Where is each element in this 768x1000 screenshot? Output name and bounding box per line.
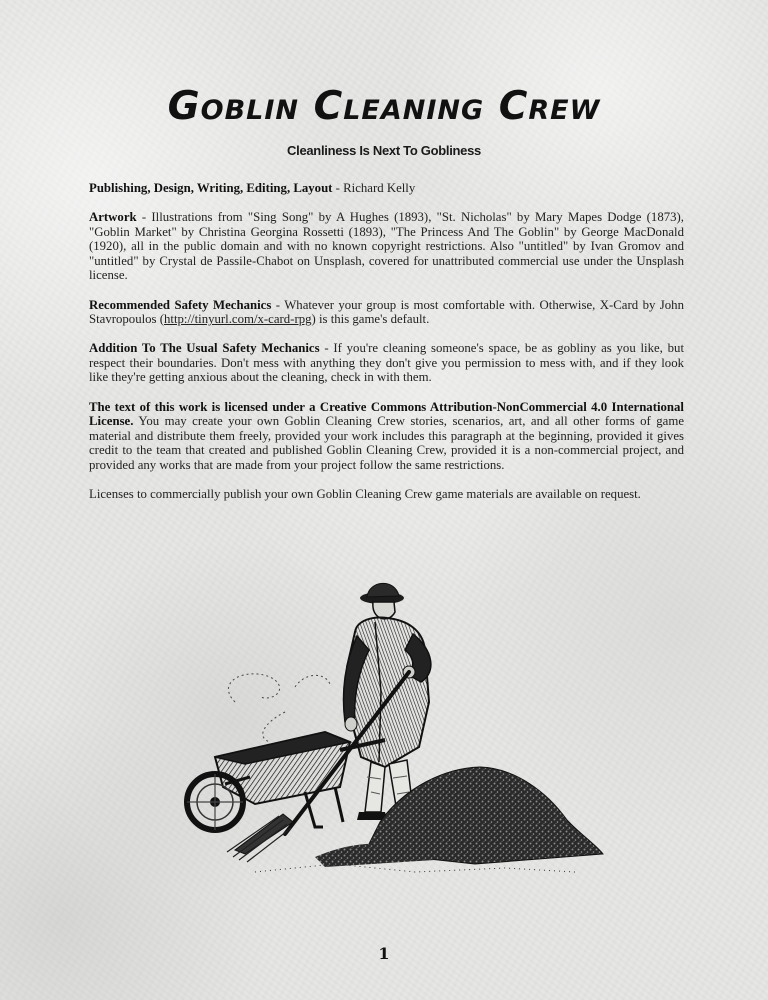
publishing-credit [89, 181, 684, 196]
page-number: 1 [378, 944, 390, 963]
publishing-credit-label: Publishing, Design, Writing, Editing, Layout [89, 181, 333, 195]
license-paragraph [89, 400, 684, 473]
x-card-link[interactable]: http://tinyurl.com/x-card-rpg [164, 312, 312, 327]
license-label: The text of this work is licensed under a Creative Commons Attribution-NonCommercial 4.0 International License. [89, 399, 684, 429]
dust-swirl [228, 674, 330, 742]
additional-safety-label: Addition To The Usual Safety Mechanics [89, 341, 320, 356]
additional-safety-text: - If you're cleaning someone's space, be as gobliny as you like, but respect their boundaries. Don't mess with anything they don't give you permission to mess with, and if they look like they're getting anxious about the cleaning, check in with them. [89, 341, 685, 385]
artwork-credit-text: - Illustrations from "Sing Song" by A Hughes (1893), "St. Nicholas" by Mary Mapes Dodge (1873), "Goblin Market" by Christina Georgina Rossetti (1893), "The Princess And The Goblin" by George MacDonald (1920), all in the public domain and with no known copyright restrictions. Also "untitled" by Ivan Gromov and "untitled" by Crystal de Passile-Chabot on Unsplash, covered for unattributed commercial use under the Unsplash license. [89, 210, 684, 283]
safety-mechanics [89, 298, 684, 327]
page-subtitle: Cleanliness Is Next To Gobliness [287, 143, 481, 158]
page-title: Goblin Cleaning Crew [167, 84, 601, 129]
commercial-license: Licenses to commercially publish your own Goblin Cleaning Crew game materials are available on request. [89, 487, 641, 501]
safety-mechanics-text-end: ) is this game's default. [311, 312, 430, 327]
license-text: You may create your own Goblin Cleaning Crew stories, scenarios, art, and all other forms of game material and distribute them freely, provided your work includes this paragraph at the beginning, provided it gives credit to the team that created and published Goblin Cleaning Crew, provided it is a non-commercial project, and provided any works that are made from your project follow the same restrictions. [89, 414, 684, 472]
safety-mechanics-label: Recommended Safety Mechanics [89, 297, 272, 312]
safety-mechanics-text: - Whatever your group is most comfortable with. Otherwise, X-Card by John Stavropoulos ( [89, 297, 684, 327]
artwork-credit-label: Artwork [89, 210, 137, 225]
credits-body [89, 181, 684, 516]
artwork-credit [89, 210, 684, 283]
additional-safety [89, 341, 684, 385]
wheelbarrow [187, 732, 385, 830]
goblin-sweeping-illustration [175, 572, 605, 892]
publishing-credit-text: - Richard Kelly [332, 181, 416, 195]
